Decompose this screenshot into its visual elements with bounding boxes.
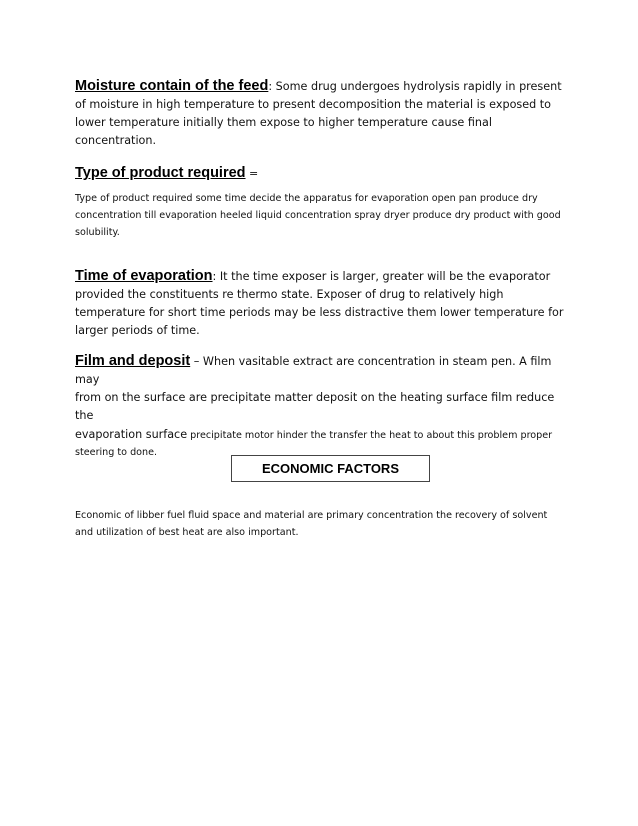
moisture-separator: : bbox=[268, 80, 273, 93]
evaporation-time-paragraph bbox=[75, 267, 565, 340]
section-economic bbox=[75, 507, 565, 541]
film-deposit-line2: from on the surface are precipitate matter deposit on the heating surface film reduce the bbox=[75, 391, 555, 422]
product-type-heading-line bbox=[75, 164, 565, 183]
product-type-separator: = bbox=[245, 167, 259, 180]
product-type-body: Type of product required some time decide the apparatus for evaporation open pan produce dry concentration till evaporation heeled liquid concentration spray dryer produce dry product with good solubility. bbox=[75, 193, 561, 238]
moisture-paragraph bbox=[75, 77, 565, 150]
moisture-heading: Moisture contain of the feed bbox=[75, 78, 269, 94]
film-deposit-line4: steering to done. bbox=[75, 447, 158, 458]
section-moisture bbox=[75, 77, 565, 150]
film-deposit-lead-text: When vasitable extract are concentration in steam pen. A film may bbox=[75, 355, 552, 386]
evaporation-time-separator: : bbox=[212, 270, 217, 283]
section-evaporation-time bbox=[75, 267, 565, 340]
film-deposit-line3-small: precipitate motor hinder the transfer the heat to about this problem proper bbox=[187, 430, 553, 441]
film-deposit-line3 bbox=[75, 425, 565, 444]
evaporation-time-lead-text: It the time exposer is larger, greater will be the evaporator bbox=[216, 270, 551, 283]
film-deposit-separator: – bbox=[190, 355, 200, 368]
evaporation-time-continuation: provided the constituents re thermo state. Exposer of drug to relatively high temperature for short time periods may be less distractive them lower temperature for larger periods of time. bbox=[75, 288, 564, 337]
film-deposit-line1 bbox=[75, 352, 565, 389]
film-deposit-heading: Film and deposit bbox=[75, 353, 191, 369]
economic-factors-box bbox=[231, 455, 430, 482]
moisture-continuation: moisture in high temperature to present decomposition the material is exposed to lower temperature initially them expose to higher temperature cause final concentration. bbox=[75, 98, 552, 147]
section-product-type bbox=[75, 164, 565, 241]
moisture-lead-text: Some drug undergoes hydrolysis rapidly in present of bbox=[75, 80, 562, 111]
section-film-deposit bbox=[75, 352, 565, 461]
economic-paragraph: Economic of libber fuel fluid space and material are primary concentration the recovery of solvent and utilization of best heat are also important. bbox=[75, 510, 548, 538]
evaporation-time-heading: Time of evaporation bbox=[75, 268, 213, 284]
product-type-heading: Type of product required bbox=[75, 165, 246, 181]
economic-factors-title: ECONOMIC FACTORS bbox=[262, 461, 399, 476]
film-deposit-line3-large: evaporation surface bbox=[75, 428, 188, 441]
